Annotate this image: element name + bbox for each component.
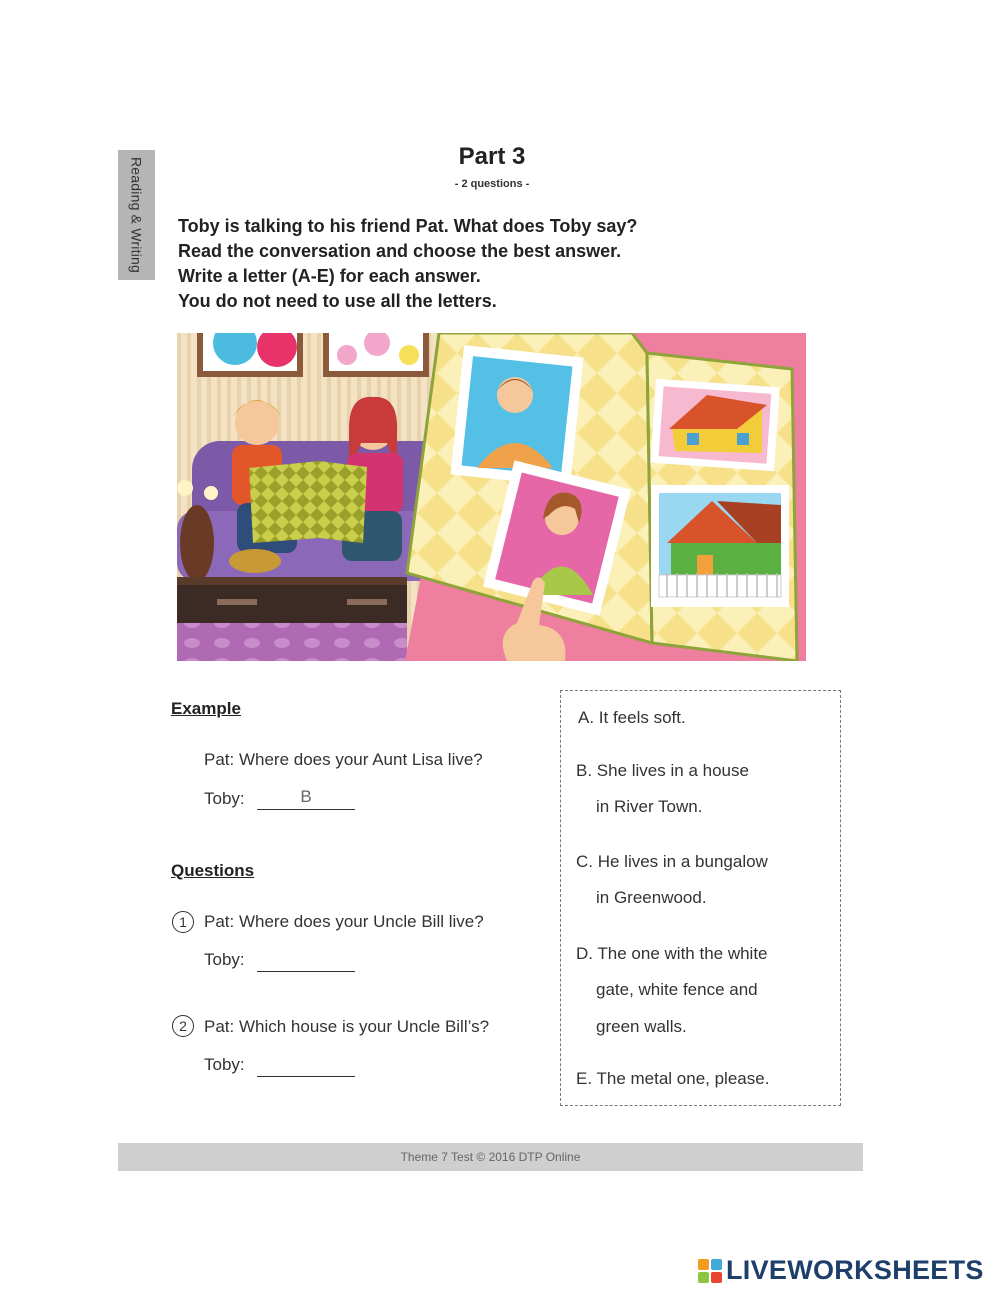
question-1-toby-label: Toby:: [204, 950, 245, 969]
answer-options-box: [560, 690, 841, 1106]
example-toby-label: Toby:: [204, 789, 245, 808]
option-b-continued: in River Town.: [596, 797, 703, 816]
instruction-line: Write a letter (A-E) for each answer.: [178, 266, 481, 286]
questions-heading: Questions: [171, 861, 255, 880]
option-c: C. He lives in a bungalow: [576, 852, 768, 871]
footer: Theme 7 Test © 2016 DTP Online: [118, 1143, 863, 1171]
question-2-number: 2: [172, 1015, 194, 1037]
logo-squares-icon: [698, 1259, 722, 1283]
question-2-answer-field[interactable]: [257, 1054, 355, 1077]
liveworksheets-logo[interactable]: [698, 1255, 984, 1286]
option-d-continued: gate, white fence and: [596, 980, 758, 999]
side-tab-label: Reading & Writing: [128, 157, 145, 273]
page-title: Part 3: [458, 143, 526, 170]
instruction-line: Toby is talking to his friend Pat. What does Toby say?: [178, 216, 638, 236]
illustration: [177, 333, 806, 661]
question-2-text: Pat: Which house is your Uncle Bill’s?: [204, 1017, 490, 1036]
question-1-text: Pat: Where does your Uncle Bill live?: [204, 912, 484, 931]
example-heading: Example: [171, 699, 241, 718]
question-1-answer-field[interactable]: [257, 949, 355, 972]
page-subtitle: - 2 questions -: [454, 178, 530, 190]
example-answer: B: [257, 787, 355, 810]
option-a: A. It feels soft.: [578, 708, 686, 727]
option-c-continued: in Greenwood.: [596, 888, 707, 907]
instruction-line: You do not need to use all the letters.: [178, 291, 497, 311]
instructions: [178, 214, 818, 314]
example-question: Pat: Where does your Aunt Lisa live?: [204, 750, 483, 769]
logo-text: LIVEWORKSHEETS: [726, 1255, 984, 1285]
question-1-number: 1: [172, 911, 194, 933]
instruction-line: Read the conversation and choose the best answer.: [178, 241, 622, 261]
option-e: E. The metal one, please.: [576, 1069, 770, 1088]
option-d: D. The one with the white: [576, 944, 768, 963]
option-b: B. She lives in a house: [576, 761, 749, 780]
photo-album-scene: [405, 333, 806, 661]
question-2-toby-label: Toby:: [204, 1055, 245, 1074]
option-d-continued: green walls.: [596, 1017, 687, 1036]
